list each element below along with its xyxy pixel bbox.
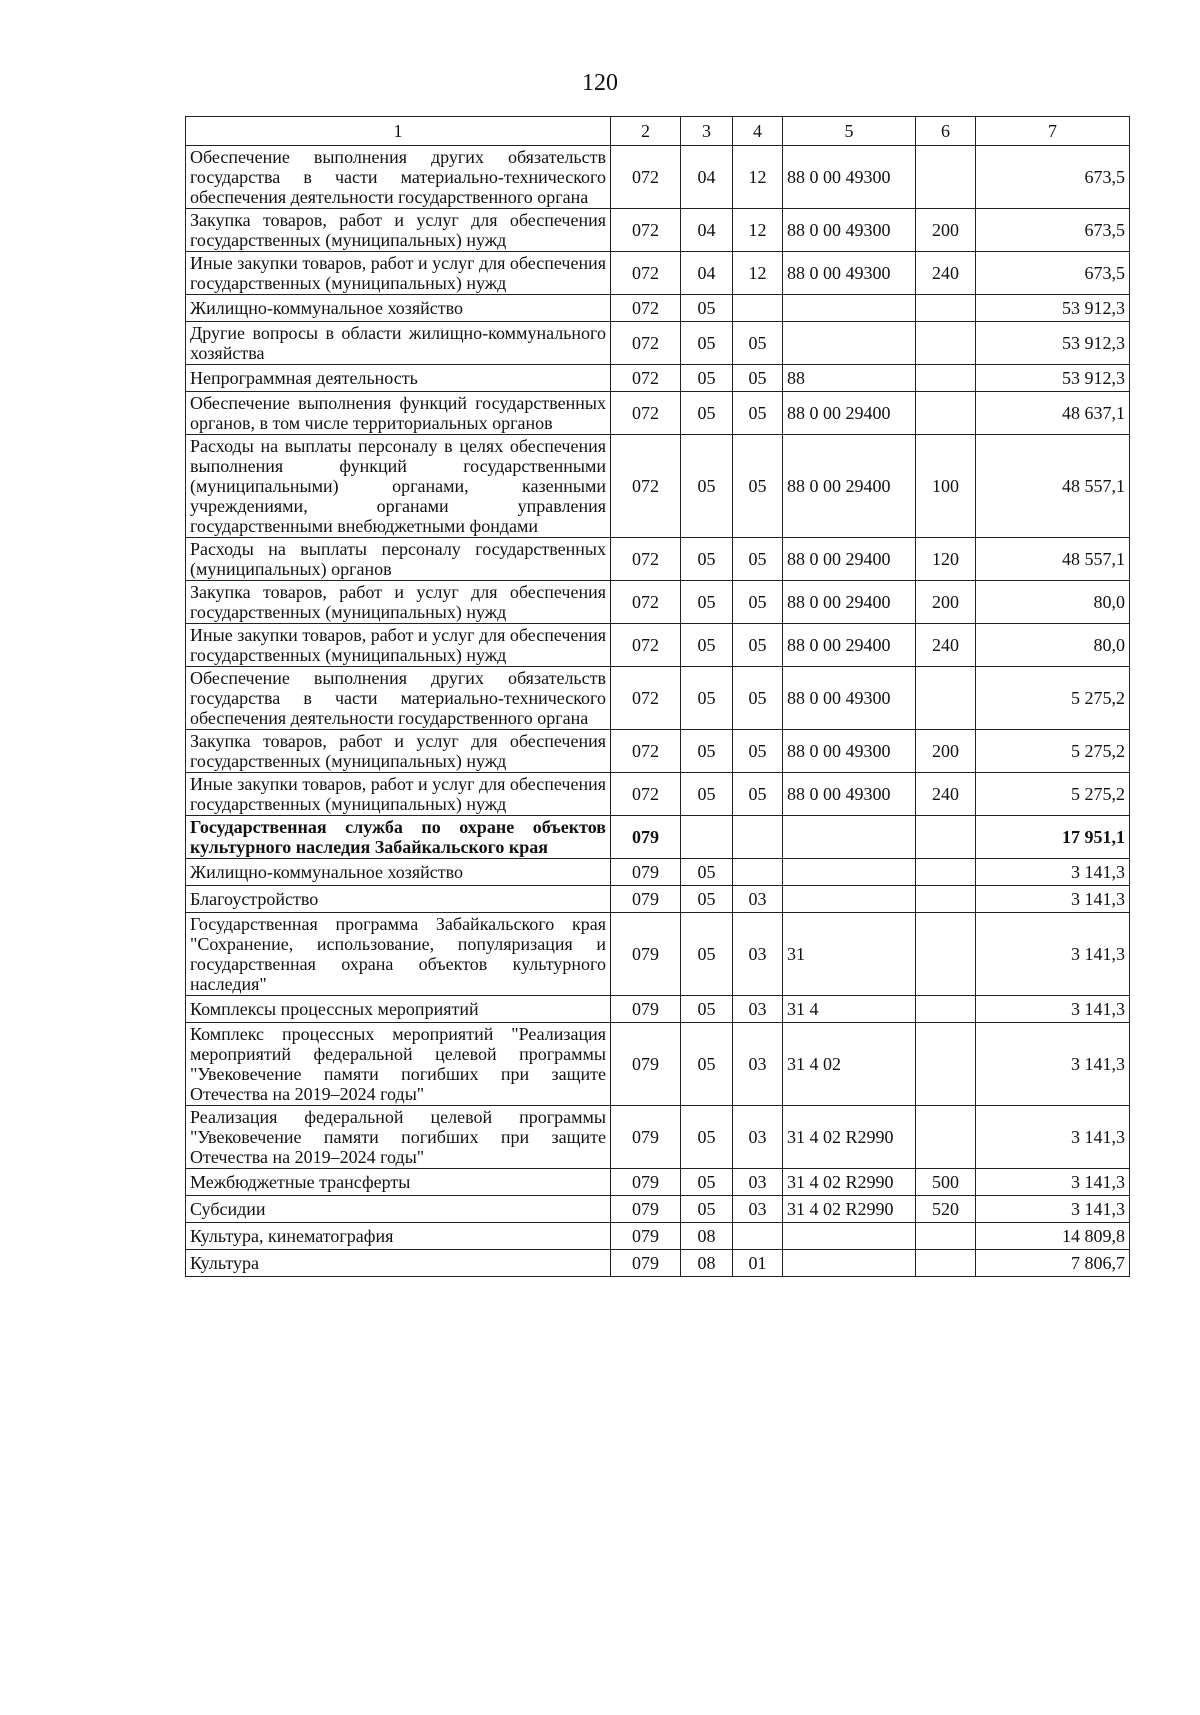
row-subsection-code: 03 bbox=[733, 913, 783, 996]
row-target-article: 88 0 00 49300 bbox=[783, 252, 916, 295]
row-section-code: 05 bbox=[681, 1023, 733, 1106]
row-name: Расходы на выплаты персоналу государственных (муниципальных) органов bbox=[186, 538, 611, 581]
row-name: Реализация федеральной целевой программы "Увековечение памяти погибших при защите Отечества на 2019–2024 годы" bbox=[186, 1106, 611, 1169]
row-subsection-code: 12 bbox=[733, 209, 783, 252]
row-expense-type bbox=[916, 859, 976, 886]
row-expense-type: 520 bbox=[916, 1196, 976, 1223]
table-row bbox=[186, 1169, 1130, 1196]
row-subsection-code: 03 bbox=[733, 1196, 783, 1223]
table-row bbox=[186, 538, 1130, 581]
row-amount: 48 637,1 bbox=[976, 392, 1130, 435]
row-amount: 3 141,3 bbox=[976, 859, 1130, 886]
row-section-code: 04 bbox=[681, 252, 733, 295]
row-section-code: 08 bbox=[681, 1250, 733, 1277]
row-expense-type: 500 bbox=[916, 1169, 976, 1196]
budget-table bbox=[185, 116, 1130, 1277]
row-amount: 673,5 bbox=[976, 252, 1130, 295]
row-name: Благоустройство bbox=[186, 886, 611, 913]
row-amount: 3 141,3 bbox=[976, 913, 1130, 996]
row-subsection-code: 01 bbox=[733, 1250, 783, 1277]
row-amount: 53 912,3 bbox=[976, 295, 1130, 322]
row-amount: 53 912,3 bbox=[976, 365, 1130, 392]
row-name: Жилищно-коммунальное хозяйство bbox=[186, 295, 611, 322]
row-admin-code: 072 bbox=[611, 730, 681, 773]
row-admin-code: 072 bbox=[611, 667, 681, 730]
row-amount: 3 141,3 bbox=[976, 1196, 1130, 1223]
row-expense-type bbox=[916, 1223, 976, 1250]
row-admin-code: 072 bbox=[611, 581, 681, 624]
row-expense-type: 200 bbox=[916, 581, 976, 624]
table-row bbox=[186, 913, 1130, 996]
row-target-article: 31 4 02 R2990 bbox=[783, 1106, 916, 1169]
row-target-article: 88 0 00 29400 bbox=[783, 435, 916, 538]
row-subsection-code bbox=[733, 859, 783, 886]
row-admin-code: 072 bbox=[611, 624, 681, 667]
row-subsection-code: 03 bbox=[733, 1023, 783, 1106]
row-name: Межбюджетные трансферты bbox=[186, 1169, 611, 1196]
table-row bbox=[186, 209, 1130, 252]
row-subsection-code: 12 bbox=[733, 252, 783, 295]
row-section-code: 08 bbox=[681, 1223, 733, 1250]
table-row bbox=[186, 295, 1130, 322]
row-target-article: 88 0 00 29400 bbox=[783, 392, 916, 435]
table-row bbox=[186, 252, 1130, 295]
row-section-code: 05 bbox=[681, 859, 733, 886]
table-row bbox=[186, 859, 1130, 886]
row-subsection-code: 03 bbox=[733, 1169, 783, 1196]
row-expense-type: 240 bbox=[916, 624, 976, 667]
row-name: Закупка товаров, работ и услуг для обеспечения государственных (муниципальных) нужд bbox=[186, 730, 611, 773]
row-target-article: 31 4 02 R2990 bbox=[783, 1169, 916, 1196]
table-row bbox=[186, 1196, 1130, 1223]
row-expense-type bbox=[916, 392, 976, 435]
table-row bbox=[186, 773, 1130, 816]
row-name: Обеспечение выполнения функций государственных органов, в том числе территориальных органов bbox=[186, 392, 611, 435]
row-target-article: 88 0 00 29400 bbox=[783, 538, 916, 581]
row-name: Иные закупки товаров, работ и услуг для обеспечения государственных (муниципальных) нужд bbox=[186, 252, 611, 295]
header-col-4: 4 bbox=[733, 117, 783, 146]
row-target-article bbox=[783, 322, 916, 365]
row-target-article: 88 0 00 29400 bbox=[783, 624, 916, 667]
row-expense-type: 200 bbox=[916, 209, 976, 252]
row-admin-code: 072 bbox=[611, 392, 681, 435]
table-body bbox=[186, 146, 1130, 1277]
row-admin-code: 072 bbox=[611, 365, 681, 392]
row-admin-code: 079 bbox=[611, 1106, 681, 1169]
row-admin-code: 072 bbox=[611, 773, 681, 816]
row-admin-code: 079 bbox=[611, 1223, 681, 1250]
row-amount: 673,5 bbox=[976, 209, 1130, 252]
row-amount: 5 275,2 bbox=[976, 773, 1130, 816]
row-amount: 14 809,8 bbox=[976, 1223, 1130, 1250]
row-section-code bbox=[681, 816, 733, 859]
row-section-code: 05 bbox=[681, 1196, 733, 1223]
row-target-article: 31 bbox=[783, 913, 916, 996]
row-section-code: 05 bbox=[681, 996, 733, 1023]
row-target-article: 88 0 00 29400 bbox=[783, 581, 916, 624]
row-amount: 5 275,2 bbox=[976, 667, 1130, 730]
row-expense-type: 100 bbox=[916, 435, 976, 538]
header-col-2: 2 bbox=[611, 117, 681, 146]
row-expense-type: 240 bbox=[916, 773, 976, 816]
row-subsection-code: 03 bbox=[733, 996, 783, 1023]
table-row bbox=[186, 322, 1130, 365]
row-target-article bbox=[783, 859, 916, 886]
header-row bbox=[186, 117, 1130, 146]
row-admin-code: 079 bbox=[611, 1023, 681, 1106]
row-section-code: 05 bbox=[681, 1169, 733, 1196]
row-subsection-code: 05 bbox=[733, 624, 783, 667]
row-amount: 48 557,1 bbox=[976, 538, 1130, 581]
header-col-3: 3 bbox=[681, 117, 733, 146]
row-section-code: 05 bbox=[681, 295, 733, 322]
row-section-code: 05 bbox=[681, 435, 733, 538]
row-admin-code: 072 bbox=[611, 435, 681, 538]
row-section-code: 05 bbox=[681, 886, 733, 913]
row-admin-code: 079 bbox=[611, 1250, 681, 1277]
row-expense-type: 120 bbox=[916, 538, 976, 581]
row-subsection-code: 05 bbox=[733, 322, 783, 365]
row-admin-code: 079 bbox=[611, 1169, 681, 1196]
table-row bbox=[186, 886, 1130, 913]
row-target-article bbox=[783, 886, 916, 913]
header-col-6: 6 bbox=[916, 117, 976, 146]
row-section-code: 04 bbox=[681, 209, 733, 252]
row-amount: 3 141,3 bbox=[976, 1106, 1130, 1169]
row-admin-code: 072 bbox=[611, 538, 681, 581]
row-admin-code: 079 bbox=[611, 886, 681, 913]
row-expense-type: 200 bbox=[916, 730, 976, 773]
table-row bbox=[186, 667, 1130, 730]
row-expense-type bbox=[916, 996, 976, 1023]
row-section-code: 05 bbox=[681, 581, 733, 624]
table-row bbox=[186, 730, 1130, 773]
table-row bbox=[186, 146, 1130, 209]
table-row bbox=[186, 1250, 1130, 1277]
row-expense-type bbox=[916, 913, 976, 996]
row-subsection-code bbox=[733, 295, 783, 322]
row-name: Государственная служба по охране объектов культурного наследия Забайкальского края bbox=[186, 816, 611, 859]
row-amount: 7 806,7 bbox=[976, 1250, 1130, 1277]
row-amount: 3 141,3 bbox=[976, 996, 1130, 1023]
table-row bbox=[186, 581, 1130, 624]
row-name: Иные закупки товаров, работ и услуг для обеспечения государственных (муниципальных) нужд bbox=[186, 773, 611, 816]
row-subsection-code: 05 bbox=[733, 435, 783, 538]
row-subsection-code: 05 bbox=[733, 392, 783, 435]
row-section-code: 05 bbox=[681, 365, 733, 392]
row-expense-type bbox=[916, 1250, 976, 1277]
row-target-article: 88 0 00 49300 bbox=[783, 730, 916, 773]
row-amount: 5 275,2 bbox=[976, 730, 1130, 773]
row-target-article bbox=[783, 295, 916, 322]
row-expense-type bbox=[916, 1106, 976, 1169]
row-section-code: 05 bbox=[681, 913, 733, 996]
table-row bbox=[186, 624, 1130, 667]
row-section-code: 05 bbox=[681, 730, 733, 773]
row-name: Другие вопросы в области жилищно-коммунального хозяйства bbox=[186, 322, 611, 365]
row-expense-type bbox=[916, 322, 976, 365]
row-admin-code: 072 bbox=[611, 295, 681, 322]
row-admin-code: 072 bbox=[611, 146, 681, 209]
row-target-article: 31 4 bbox=[783, 996, 916, 1023]
row-subsection-code: 05 bbox=[733, 730, 783, 773]
row-amount: 17 951,1 bbox=[976, 816, 1130, 859]
row-target-article: 88 0 00 49300 bbox=[783, 773, 916, 816]
row-amount: 3 141,3 bbox=[976, 886, 1130, 913]
row-amount: 3 141,3 bbox=[976, 1023, 1130, 1106]
row-name: Непрограммная деятельность bbox=[186, 365, 611, 392]
row-name: Жилищно-коммунальное хозяйство bbox=[186, 859, 611, 886]
row-name: Закупка товаров, работ и услуг для обеспечения государственных (муниципальных) нужд bbox=[186, 209, 611, 252]
row-subsection-code: 03 bbox=[733, 886, 783, 913]
table-row bbox=[186, 1106, 1130, 1169]
page-number: 120 bbox=[582, 70, 618, 96]
row-name: Закупка товаров, работ и услуг для обеспечения государственных (муниципальных) нужд bbox=[186, 581, 611, 624]
row-amount: 48 557,1 bbox=[976, 435, 1130, 538]
row-name: Иные закупки товаров, работ и услуг для обеспечения государственных (муниципальных) нужд bbox=[186, 624, 611, 667]
row-target-article: 88 0 00 49300 bbox=[783, 667, 916, 730]
table-header bbox=[186, 117, 1130, 146]
row-target-article bbox=[783, 1250, 916, 1277]
row-amount: 80,0 bbox=[976, 624, 1130, 667]
table-row bbox=[186, 1223, 1130, 1250]
row-expense-type bbox=[916, 886, 976, 913]
row-expense-type bbox=[916, 1023, 976, 1106]
row-name: Обеспечение выполнения других обязательств государства в части материально-технического обеспечения деятельности государственного органа bbox=[186, 667, 611, 730]
row-expense-type bbox=[916, 365, 976, 392]
row-subsection-code: 05 bbox=[733, 773, 783, 816]
row-subsection-code bbox=[733, 816, 783, 859]
header-col-7: 7 bbox=[976, 117, 1130, 146]
row-subsection-code: 12 bbox=[733, 146, 783, 209]
row-admin-code: 079 bbox=[611, 859, 681, 886]
row-subsection-code: 03 bbox=[733, 1106, 783, 1169]
row-name: Комплексы процессных мероприятий bbox=[186, 996, 611, 1023]
row-target-article: 88 0 00 49300 bbox=[783, 209, 916, 252]
table-row bbox=[186, 816, 1130, 859]
table-row bbox=[186, 435, 1130, 538]
row-subsection-code bbox=[733, 1223, 783, 1250]
row-name: Обеспечение выполнения других обязательств государства в части материально-технического обеспечения деятельности государственного органа bbox=[186, 146, 611, 209]
row-section-code: 05 bbox=[681, 322, 733, 365]
header-col-5: 5 bbox=[783, 117, 916, 146]
row-target-article: 31 4 02 bbox=[783, 1023, 916, 1106]
row-name: Государственная программа Забайкальского края "Сохранение, использование, популяризация и государственная охрана объектов культурного наследия" bbox=[186, 913, 611, 996]
row-amount: 3 141,3 bbox=[976, 1169, 1130, 1196]
row-expense-type bbox=[916, 295, 976, 322]
row-section-code: 05 bbox=[681, 1106, 733, 1169]
row-subsection-code: 05 bbox=[733, 365, 783, 392]
row-amount: 80,0 bbox=[976, 581, 1130, 624]
row-expense-type bbox=[916, 816, 976, 859]
table-row bbox=[186, 392, 1130, 435]
row-target-article: 31 4 02 R2990 bbox=[783, 1196, 916, 1223]
table-row bbox=[186, 996, 1130, 1023]
table-row bbox=[186, 1023, 1130, 1106]
row-target-article bbox=[783, 1223, 916, 1250]
row-name: Расходы на выплаты персоналу в целях обеспечения выполнения функций государственными (муниципальными) органами, казенными учреждениями, органами управления государственными внебюджетными фондами bbox=[186, 435, 611, 538]
row-expense-type bbox=[916, 667, 976, 730]
row-section-code: 05 bbox=[681, 773, 733, 816]
row-name: Субсидии bbox=[186, 1196, 611, 1223]
row-admin-code: 072 bbox=[611, 322, 681, 365]
row-section-code: 05 bbox=[681, 538, 733, 581]
table-row bbox=[186, 365, 1130, 392]
row-subsection-code: 05 bbox=[733, 581, 783, 624]
row-target-article: 88 0 00 49300 bbox=[783, 146, 916, 209]
row-admin-code: 072 bbox=[611, 209, 681, 252]
row-amount: 53 912,3 bbox=[976, 322, 1130, 365]
row-admin-code: 079 bbox=[611, 1196, 681, 1223]
row-target-article: 88 bbox=[783, 365, 916, 392]
row-section-code: 05 bbox=[681, 624, 733, 667]
row-admin-code: 079 bbox=[611, 913, 681, 996]
header-col-1: 1 bbox=[186, 117, 611, 146]
row-expense-type: 240 bbox=[916, 252, 976, 295]
row-expense-type bbox=[916, 146, 976, 209]
row-name: Комплекс процессных мероприятий "Реализация мероприятий федеральной целевой программы "Увековечение памяти погибших при защите Отечества на 2019–2024 годы" bbox=[186, 1023, 611, 1106]
row-subsection-code: 05 bbox=[733, 667, 783, 730]
row-target-article bbox=[783, 816, 916, 859]
row-section-code: 05 bbox=[681, 667, 733, 730]
row-subsection-code: 05 bbox=[733, 538, 783, 581]
row-section-code: 05 bbox=[681, 392, 733, 435]
row-admin-code: 072 bbox=[611, 252, 681, 295]
row-section-code: 04 bbox=[681, 146, 733, 209]
row-amount: 673,5 bbox=[976, 146, 1130, 209]
row-admin-code: 079 bbox=[611, 996, 681, 1023]
row-name: Культура bbox=[186, 1250, 611, 1277]
row-admin-code: 079 bbox=[611, 816, 681, 859]
row-name: Культура, кинематография bbox=[186, 1223, 611, 1250]
